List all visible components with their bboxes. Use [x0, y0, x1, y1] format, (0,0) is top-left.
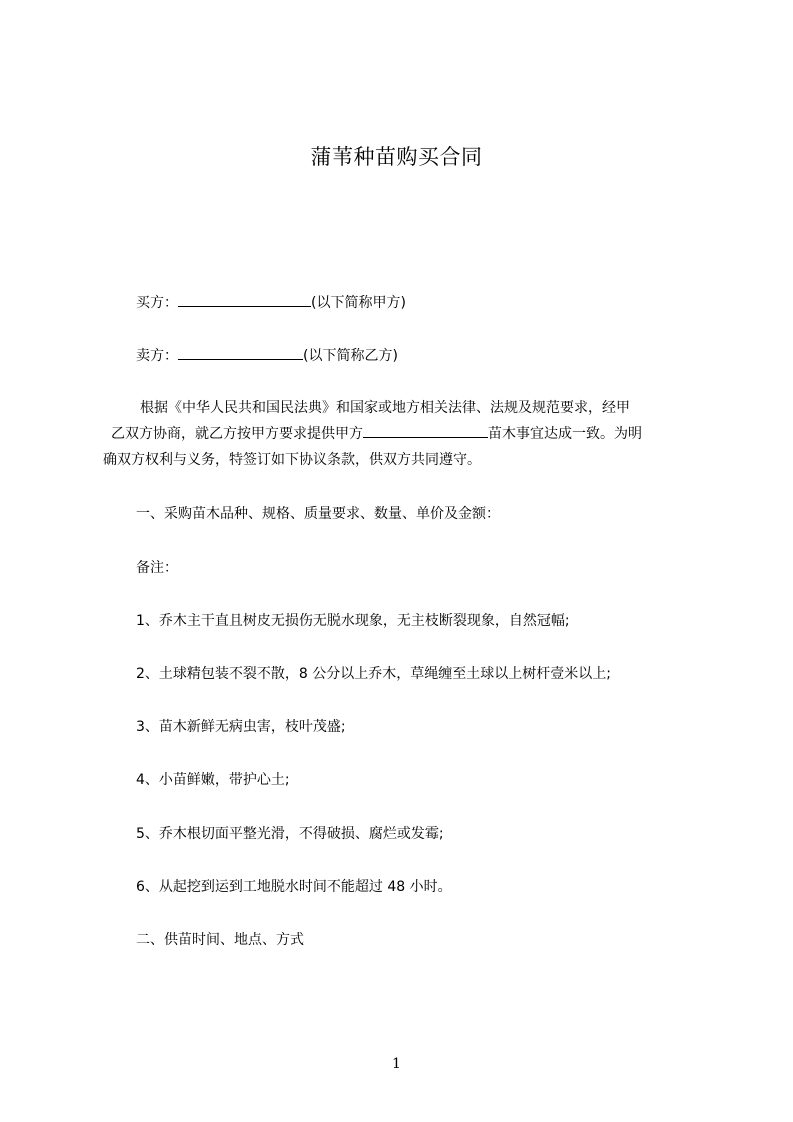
- remark-item: 4、小苗鲜嫩，带护心土;: [136, 772, 290, 788]
- remarks-label: 备注：: [136, 560, 178, 576]
- section-2-heading: 二、供苗时间、地点、方式: [136, 932, 304, 948]
- intro-line-2-end: 苗木事宜达成一致。为明: [488, 426, 642, 442]
- buyer-label: 买方：: [136, 295, 178, 311]
- remark-item: 6、从起挖到运到工地脱水时间不能超过 48 小时。: [136, 879, 452, 895]
- seller-label: 卖方：: [136, 348, 178, 364]
- remark-item: 2、土球精包装不裂不散，8 公分以上乔木，草绳缠至土球以上树杆壹米以上;: [136, 666, 611, 682]
- page-number: 1: [392, 1056, 401, 1072]
- contract-title: 蒲苇种苗购买合同: [310, 145, 483, 169]
- remark-item: 1、乔木主干直且树皮无损伤无脱水现象，无主枝断裂现象，自然冠幅;: [136, 613, 570, 629]
- seller-line: [136, 345, 398, 365]
- section-1-heading: 一、采购苗木品种、规格、质量要求、数量、单价及金额：: [136, 506, 500, 522]
- buyer-suffix: (以下简称甲方): [311, 295, 406, 311]
- intro-line-1: 根据《中华人民共和国民法典》和国家或地方相关法律、法规及规范要求，经甲: [140, 400, 630, 416]
- seller-suffix: (以下简称乙方): [303, 348, 398, 364]
- buyer-blank: [178, 292, 311, 307]
- seller-blank: [178, 345, 303, 360]
- intro-line-3: 确双方权利与义务，特签订如下协议条款，供双方共同遵守。: [103, 452, 481, 468]
- remark-item: 3、苗木新鲜无病虫害，枝叶茂盛;: [136, 719, 346, 735]
- buyer-line: [136, 292, 406, 312]
- intro-blank: [363, 423, 488, 438]
- intro-paragraph: [103, 395, 703, 473]
- remark-item: 5、乔木根切面平整光滑，不得破损、腐烂或发霉;: [136, 826, 444, 842]
- intro-line-2-start: 乙双方协商，就乙方按甲方要求提供甲方: [111, 426, 363, 442]
- intro-line-2: [103, 421, 703, 447]
